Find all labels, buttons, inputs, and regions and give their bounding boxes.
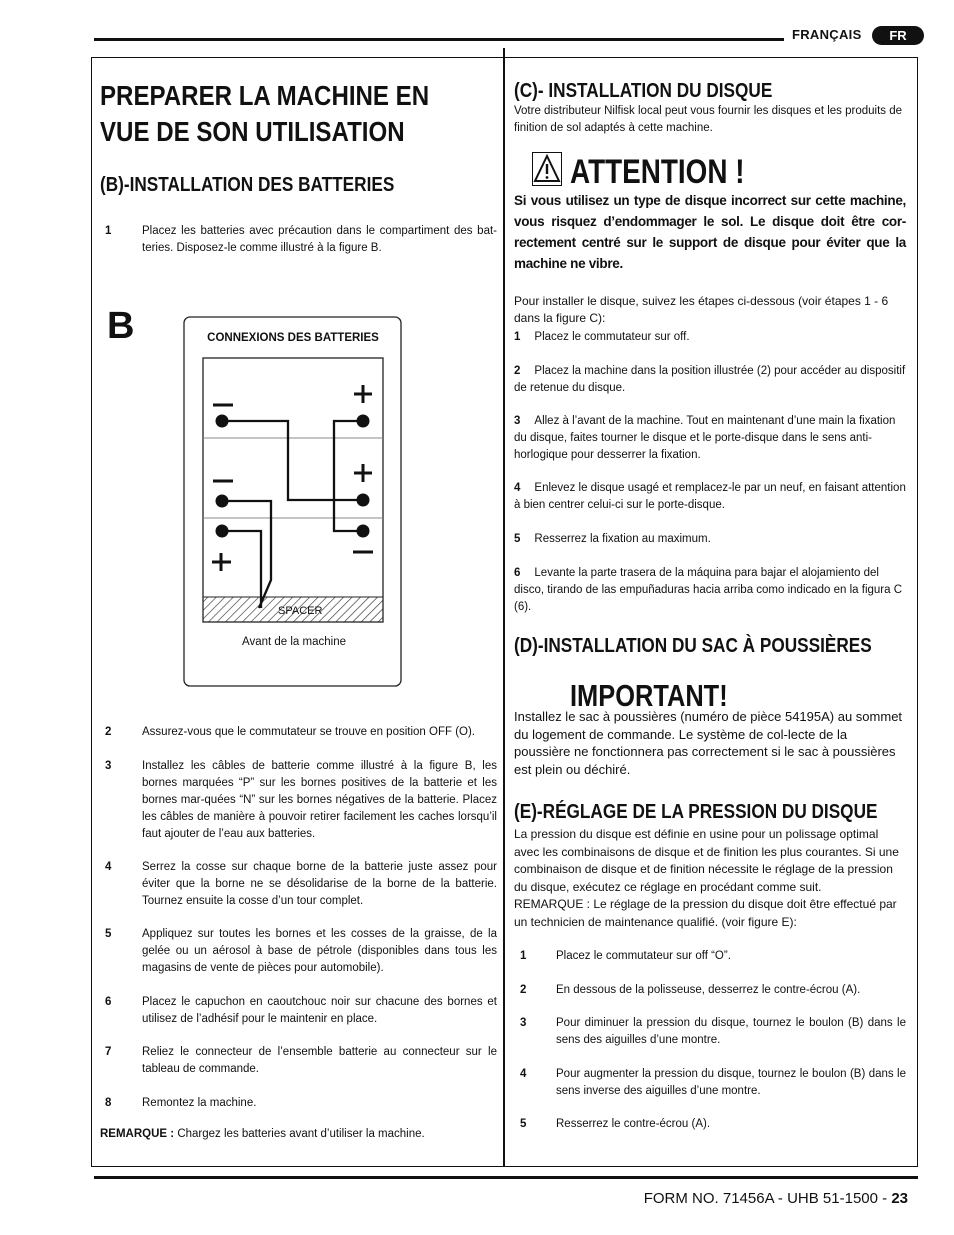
disc-step-3 — [514, 413, 906, 464]
step-text: Allez à l’avant de la machine. Tout en maintenant d’une main la fixation du disque, faites tourner le disque et le porte-disque dans le sens anti-horlogique pour desserrer la fixation. — [514, 415, 896, 461]
step-text: En dessous de la polisseuse, desserrez le contre-écrou (A). — [556, 984, 861, 996]
step-text: Reliez le connecteur de l’ensemble batterie au connecteur sur le tableau de commande. — [142, 1046, 497, 1075]
step-number: 2 — [514, 365, 521, 377]
disc-step-5 — [514, 531, 906, 548]
section-c-heading: (C)- INSTALLATION DU DISQUE — [514, 80, 773, 102]
step-text: Placez le capuchon en caoutchouc noir sur chacune des bornes et utilisez de l’adhésif pour le maintenir en place. — [142, 996, 497, 1025]
form-number: FORM NO. 71456A - UHB 51-1500 - — [643, 1190, 892, 1207]
page-title: PREPARER LA MACHINE EN VUE DE SON UTILISATION — [100, 80, 430, 147]
battery-step-1 — [105, 223, 497, 257]
pressure-step-2 — [520, 982, 906, 999]
step-number: 5 — [105, 928, 112, 940]
attention-text: Si vous utilisez un type de disque incorrect sur cette machine, vous risquez d’endommager le sol. Le disque doit être cor-rectement centré sur le support de disque pour éviter que la machine ne vibre. — [514, 193, 906, 271]
column-divider — [503, 48, 505, 1166]
step-text: Placez le commutateur sur off “O”. — [556, 950, 731, 962]
warning-icon — [532, 152, 562, 186]
section-e-intro: La pression du disque est définie en usine pour un polissage optimal avec les combinaisons de disque et de finition les plus courantes. Si une combinaison de disque et de finition nécessite le réglage de la pression du disque, exécutez ce réglage en procédant comme suit. — [514, 827, 899, 894]
battery-step-4 — [105, 859, 497, 910]
step-text: Resserrez la fixation au maximum. — [534, 533, 711, 545]
step-text: Placez la machine dans la position illustrée (2) pour accéder au dispositif de retenue du disque. — [514, 365, 906, 394]
step-number: 7 — [105, 1046, 112, 1058]
step-number: 4 — [520, 1068, 527, 1080]
section-b-heading: (B)-INSTALLATION DES BATTERIES — [100, 174, 395, 196]
step-number: 3 — [520, 1017, 527, 1029]
pressure-step-1 — [520, 948, 906, 965]
install-intro: Pour installer le disque, suivez les étapes ci-dessous (voir étapes 1 - 6 dans la figure C): — [514, 294, 889, 325]
header-rule — [94, 38, 784, 41]
disc-step-6 — [514, 565, 906, 616]
pressure-step-4 — [520, 1066, 906, 1100]
battery-step-5 — [105, 926, 497, 977]
spacer-label: SPACER — [278, 605, 323, 617]
battery-step-6 — [105, 994, 497, 1028]
step-text: Levante la parte trasera de la máquina para bajar el alojamiento del disco, tirando de las empuñaduras hacia arriba como indicado en la figura C (6). — [514, 567, 903, 613]
step-number: 3 — [514, 415, 521, 427]
disc-step-4 — [514, 480, 906, 514]
section-d-heading: (D)-INSTALLATION DU SAC À POUSSIÈRES — [514, 635, 872, 657]
language-label: FRANÇAIS — [792, 27, 862, 42]
battery-remark — [100, 1128, 500, 1140]
step-number: 1 — [105, 225, 112, 237]
battery-diagram-svg — [183, 316, 403, 688]
step-text: Serrez la cosse sur chaque borne de la batterie juste assez pour éviter que la borne ne se désolidarise de la borne de la batterie. Tournez ensuite la cosse d’un tour complet. — [142, 861, 497, 907]
section-c-intro: Votre distributeur Nilfisk local peut vous fournir les disques et les produits de finition de sol adaptés à cette machine. — [514, 105, 903, 134]
footer — [644, 1190, 908, 1207]
step-number: 5 — [520, 1118, 527, 1130]
pressure-step-5 — [520, 1116, 906, 1133]
remark-text: Chargez les batteries avant d’utiliser la machine. — [177, 1128, 425, 1140]
language-badge: FR — [872, 26, 924, 45]
battery-step-8 — [105, 1095, 497, 1112]
battery-step-3 — [105, 758, 497, 843]
step-text: Pour diminuer la pression du disque, tournez le boulon (B) dans le sens des aiguilles d’une montre. — [556, 1017, 906, 1046]
step-text: Placez le commutateur sur off. — [534, 331, 690, 343]
step-number: 6 — [105, 996, 112, 1008]
battery-step-2 — [105, 724, 497, 741]
step-number: 1 — [514, 331, 521, 343]
step-text: Assurez-vous que le commutateur se trouve en position OFF (O). — [142, 726, 475, 738]
step-text: Enlevez le disque usagé et remplacez-le par un neuf, en faisant attention à bien centrer celui-ci sur le porte-disque. — [514, 482, 906, 511]
step-text: Appliquez sur toutes les bornes et les cosses de la graisse, de la gelée ou un aérosol à base de pétrole (disponibles dans tous les magasins de vente de pièces pour automobile). — [142, 928, 497, 974]
diagram-title: CONNEXIONS DES BATTERIES — [207, 332, 379, 344]
step-number: 8 — [105, 1097, 112, 1109]
step-text: Installez les câbles de batterie comme illustré à la figure B, les bornes marquées “P” sur les bornes positives de la batterie et les bornes mar-quées “N” sur les bornes négatives de la batterie. Placez les câbles de manière à pouvoir retirer facilement les caches lorsqu’il faut ajouter de l’eau aux batteries. — [142, 760, 497, 840]
disc-step-1 — [514, 329, 906, 346]
attention-heading: ATTENTION ! — [570, 153, 745, 191]
pressure-step-3 — [520, 1015, 906, 1049]
page-number: 23 — [891, 1190, 908, 1207]
step-text: Resserrez le contre-écrou (A). — [556, 1118, 711, 1130]
step-text: Remontez la machine. — [142, 1097, 257, 1109]
figure-letter: B — [107, 305, 135, 347]
step-number: 5 — [514, 533, 521, 545]
step-number: 1 — [520, 950, 527, 962]
step-number: 2 — [520, 984, 527, 996]
front-of-machine-label: Avant de la machine — [242, 636, 346, 648]
important-text: Installez le sac à poussières (numéro de pièce 54195A) au sommet du logement de commande. Le système de col-lecte de la poussière ne fonctionnera pas correctement si le sac à poussières est plein ou déchiré. — [514, 709, 903, 777]
step-number: 6 — [514, 567, 521, 579]
step-number: 3 — [105, 760, 112, 772]
step-number: 4 — [105, 861, 112, 873]
battery-connections-diagram — [183, 316, 403, 688]
battery-step-7 — [105, 1044, 497, 1078]
important-heading: IMPORTANT! — [570, 678, 728, 713]
remark-label: REMARQUE : — [100, 1128, 175, 1140]
section-e-remark: REMARQUE : Le réglage de la pression du disque doit être effectué par un technicien de maintenance qualifié. (voir figure E): — [514, 897, 897, 929]
step-text: Pour augmenter la pression du disque, tournez le boulon (B) dans le sens inverse des aiguilles d’une montre. — [556, 1068, 906, 1097]
step-number: 4 — [514, 482, 521, 494]
section-e-heading: (E)-RÉGLAGE DE LA PRESSION DU DISQUE — [514, 801, 878, 823]
footer-rule — [94, 1176, 918, 1179]
disc-step-2 — [514, 363, 906, 397]
step-number: 2 — [105, 726, 112, 738]
step-text: Placez les batteries avec précaution dans le compartiment des bat-teries. Disposez-le comme illustré à la figure B. — [142, 225, 497, 254]
